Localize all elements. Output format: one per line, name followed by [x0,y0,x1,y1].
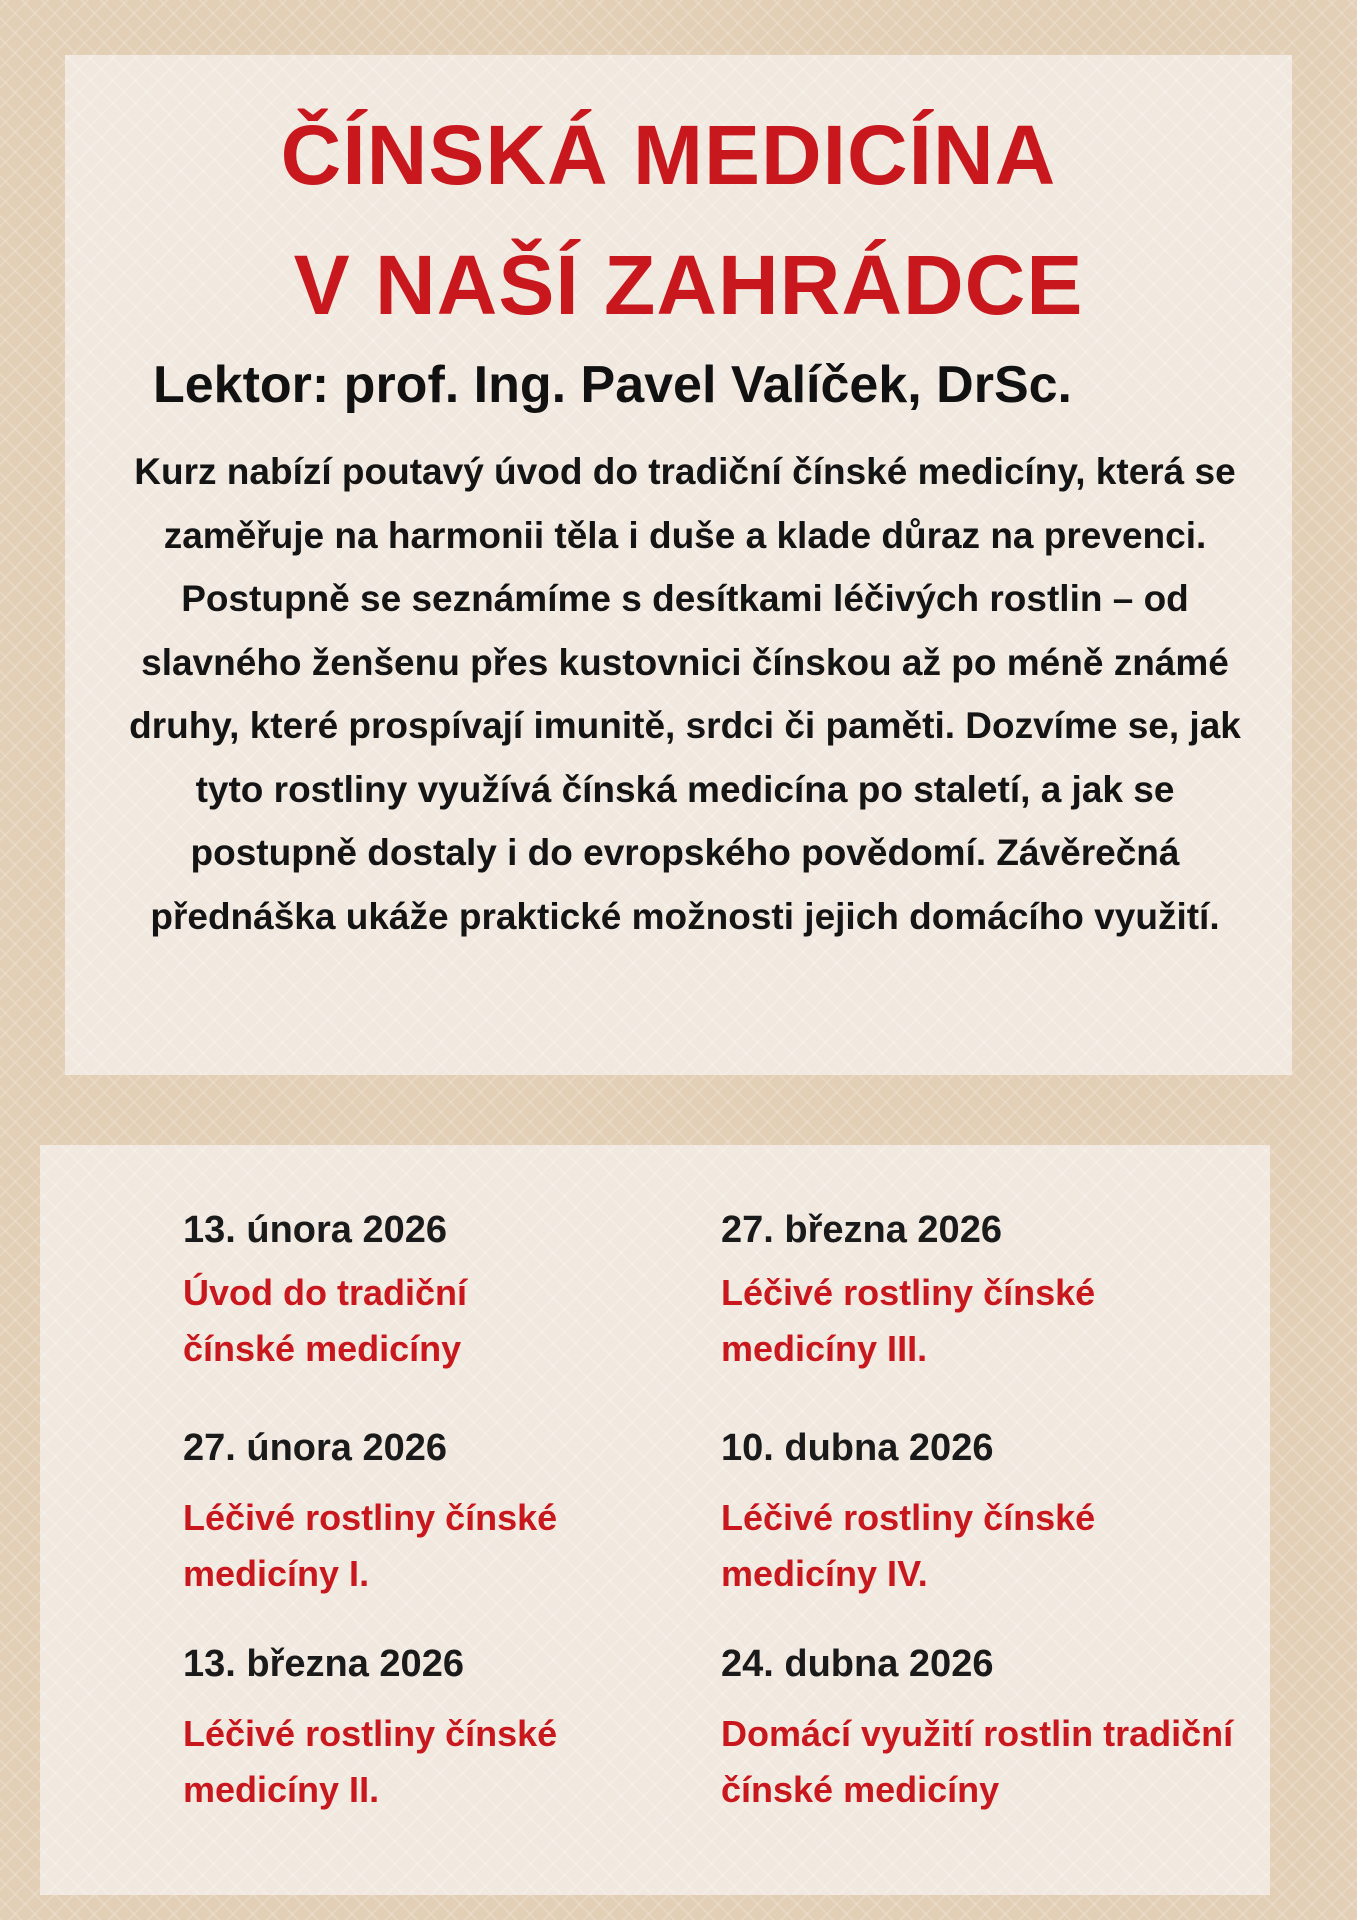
intro-panel [65,55,1292,1075]
schedule-item [721,1639,1241,1818]
page-title-line-2: V NAŠÍ ZAHRÁDCE [293,238,1084,332]
page-title-line-1: ČÍNSKÁ MEDICÍNA [280,108,1057,202]
course-description: Kurz nabízí poutavý úvod do tradiční čínské medicíny, která se zaměřuje na harmonii těla i duše a klade důraz na prevenci. Postupně se seznámíme s desítkami léčivých rostlin – od slavného ženšenu přes kustovnici čínskou až po méně známé druhy, které prospívají imunitě, srdci či paměti. Dozvíme se, jak tyto rostliny využívá čínská medicína po staletí, a jak se postupně dostaly i do evropského povědomí. Závěrečná přednáška ukáže praktické možnosti jejich domácího využití. [129,451,1241,937]
event-date: 13. března 2026 [183,1643,464,1685]
schedule-item [183,1205,703,1377]
schedule-item [183,1423,703,1602]
schedule-panel [40,1145,1270,1895]
event-date: 13. února 2026 [183,1209,448,1251]
event-date: 27. března 2026 [721,1209,1002,1251]
event-title: Léčivé rostliny čínské medicíny II. [183,1713,558,1810]
schedule-item [721,1205,1241,1377]
lecturer-name: Lektor: prof. Ing. Pavel Valíček, DrSc. [153,356,1072,414]
event-title: Léčivé rostliny čínské medicíny I. [183,1497,558,1594]
event-date: 10. dubna 2026 [721,1427,994,1469]
event-title: Úvod do tradiční čínské medicíny [183,1272,468,1369]
schedule-item [721,1423,1241,1602]
event-title: Léčivé rostliny čínské medicíny III. [721,1272,1096,1369]
event-date: 24. dubna 2026 [721,1643,994,1685]
event-date: 27. února 2026 [183,1427,448,1469]
event-title: Léčivé rostliny čínské medicíny IV. [721,1497,1096,1594]
schedule-item [183,1639,703,1818]
event-title: Domácí využití rostlin tradiční čínské medicíny [721,1713,1234,1810]
